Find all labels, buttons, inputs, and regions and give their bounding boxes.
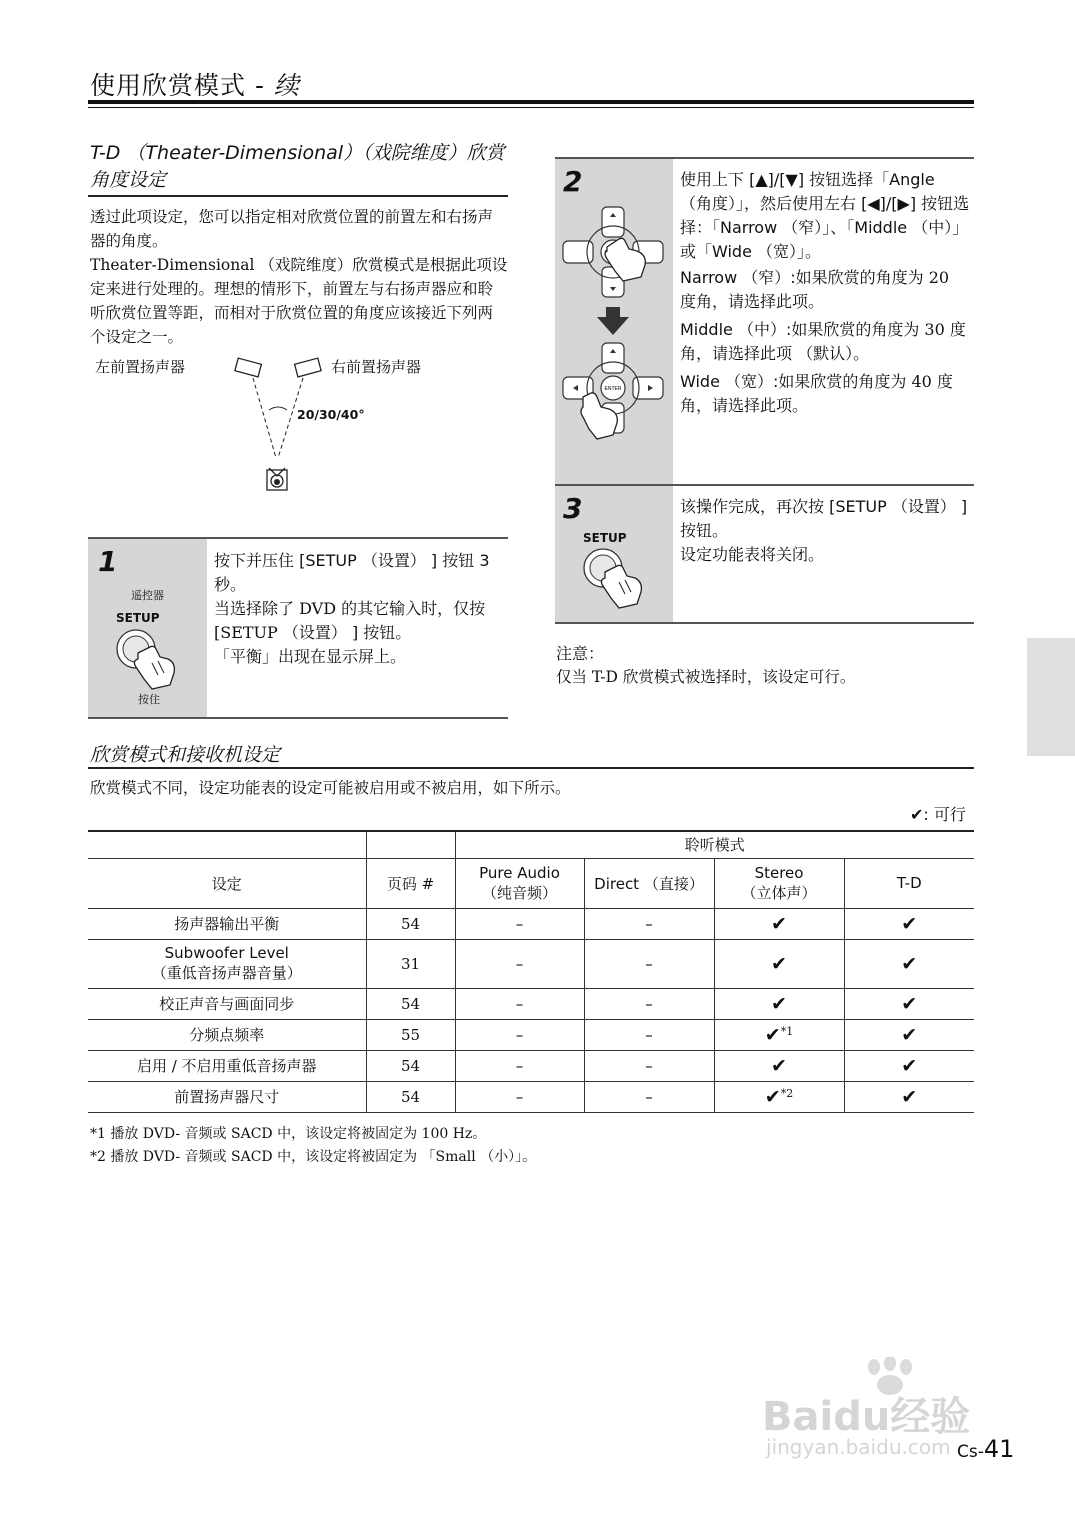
side-thumb-tab	[1027, 638, 1075, 756]
table-row	[88, 908, 974, 939]
cell-stereo	[714, 908, 844, 939]
table-row	[88, 1019, 974, 1050]
table-group-header-row	[88, 831, 974, 858]
col-setting-header: 设定	[88, 858, 366, 908]
table-row	[88, 1050, 974, 1081]
td-paragraph-2: Theater-Dimensional （戏院维度）欣赏模式是根据此项设定来进行处理的。理想的情形下，前置左与右扬声器应和聆听欣赏位置等距，而相对于欣赏位置的角度应该接近下列两个设定之一。	[90, 256, 508, 346]
step1-line1: 按下并压住 [SETUP （设置） ] 按钮 3 秒。	[214, 551, 490, 594]
cell-stereo	[714, 1081, 844, 1112]
cell-setting: Subwoofer Level （重低音扬声器音量）	[88, 939, 366, 988]
td-paragraph-1: 透过此项设定，您可以指定相对欣赏位置的前置左和右扬声器的角度。	[90, 208, 494, 250]
dpad-lower	[563, 343, 663, 439]
cell-pure-audio: –	[455, 939, 584, 988]
cell-setting: 前置扬声器尺寸	[88, 1081, 366, 1112]
step1-remote-label: 遥控器	[131, 589, 164, 602]
watermark-url: jingyan.baidu.com	[766, 1435, 951, 1459]
cell-page: 54	[366, 988, 455, 1019]
table-row	[88, 988, 974, 1019]
step3-line2: 设定功能表将关闭。	[680, 545, 825, 564]
note-title: 注意：	[556, 644, 605, 663]
cell-pure-audio: –	[455, 988, 584, 1019]
step2-image-panel	[555, 159, 673, 484]
step2-wide-desc: 如果欣赏的角度为 40 度角，请选择此项。	[680, 372, 953, 415]
cell-pure-audio: –	[455, 1019, 584, 1050]
cell-stereo	[714, 939, 844, 988]
step2-middle-term: Middle （中）:	[680, 320, 792, 339]
cell-direct: –	[584, 1050, 714, 1081]
check-icon: ✔	[901, 992, 918, 1015]
step2-line1: 使用上下 [▲]/[▼] 按钮选择「Angle （角度）」，然后使用左右 [◀]/[▶] 按钮选择：「Narrow （窄）」、「Middle （中）」或「Wide （宽）」。	[680, 170, 970, 261]
cell-direct: –	[584, 908, 714, 939]
check-icon: ✔	[771, 1054, 787, 1077]
cell-pure-audio: –	[455, 1050, 584, 1081]
cell-pure-audio: –	[455, 1081, 584, 1112]
table-row	[88, 939, 974, 988]
check-icon: ✔	[901, 952, 918, 975]
cell-pure-audio: –	[455, 908, 584, 939]
left-speaker-label: 左前置扬声器	[95, 358, 186, 376]
angle-label: 20/30/40°	[297, 407, 365, 422]
col-direct-header: Direct （直接）	[584, 858, 714, 908]
check-icon: ✔	[901, 1054, 918, 1077]
cell-td	[844, 1050, 974, 1081]
check-icon: ✔	[901, 1085, 918, 1108]
cell-direct: –	[584, 1081, 714, 1112]
cell-td	[844, 1081, 974, 1112]
watermark-brand: Baidu经验	[762, 1394, 971, 1440]
step1-line2: 当选择除了 DVD 的其它输入时，仅按 [SETUP （设置） ] 按钮。	[214, 599, 486, 642]
speaker-diagram-graphic	[88, 350, 508, 500]
table-header-row	[88, 858, 974, 908]
check-icon: ✔	[771, 992, 787, 1015]
table-row	[88, 1081, 974, 1112]
cell-page: 55	[366, 1019, 455, 1050]
cell-setting: 校正声音与画面同步	[88, 988, 366, 1019]
pressing-hand-icon	[134, 646, 174, 689]
check-icon: ✔	[901, 1023, 918, 1046]
mode-section-desc: 欣赏模式不同，设定功能表的设定可能被启用或不被启用，如下所示。	[90, 779, 571, 797]
step3-bottom-rule	[555, 622, 974, 624]
cell-setting: 分频点频率	[88, 1019, 366, 1050]
cell-setting: 启用 / 不启用重低音扬声器	[88, 1050, 366, 1081]
td-section-body	[90, 205, 508, 349]
dpad-upper	[563, 207, 663, 297]
right-speaker-icon	[295, 358, 322, 377]
mode-section-rule	[88, 767, 974, 769]
cell-page: 54	[366, 1050, 455, 1081]
down-arrow-icon	[597, 307, 629, 335]
step1-press-label: 按住	[138, 693, 160, 706]
step1-setup-label: SETUP	[116, 611, 160, 625]
check-icon: ✔	[764, 1023, 781, 1046]
step1-bottom-rule	[88, 717, 508, 719]
footnote-1: *1 播放 DVD- 音频或 SACD 中，该设定将被固定为 100 Hz。	[90, 1126, 487, 1142]
right-speaker-label: 右前置扬声器	[331, 358, 422, 376]
note-text: 仅当 T-D 欣赏模式被选择时，该设定可行。	[556, 668, 856, 686]
cell-stereo	[714, 1050, 844, 1081]
step3-image-panel	[555, 486, 673, 622]
pressing-hand-icon-step3	[601, 565, 641, 608]
step1-image-panel	[88, 539, 207, 717]
step3-text	[680, 495, 970, 567]
col-page-header: 页码 #	[366, 858, 455, 908]
cell-td	[844, 1019, 974, 1050]
step2-text	[680, 168, 970, 418]
stereo-footnote-ref: *1	[780, 1024, 794, 1038]
footnote-2: *2 播放 DVD- 音频或 SACD 中，该设定将被固定为 「Small （小）」。	[90, 1149, 537, 1165]
cell-td	[844, 988, 974, 1019]
left-speaker-icon	[235, 358, 262, 377]
step2-wide-term: Wide （宽）:	[680, 372, 779, 391]
step1-text	[214, 549, 504, 669]
td-section-title: T-D （Theater-Dimensional）（戏院维度）欣赏角度设定	[90, 142, 505, 191]
col-td-header: T-D	[844, 858, 974, 908]
cell-page: 54	[366, 1081, 455, 1112]
setup-button-icon-step3	[575, 546, 655, 616]
enter-label-lower: ENTER	[604, 386, 622, 392]
step2-remote-graphic	[561, 203, 671, 483]
step2-middle-desc: 如果欣赏的角度为 30 度角，请选择此项 （默认）。	[680, 320, 966, 363]
cell-direct: –	[584, 939, 714, 988]
step1-number: 1	[98, 545, 118, 578]
header-rule	[88, 100, 974, 104]
step3-number: 3	[563, 492, 583, 525]
page-number: Cs-41	[957, 1435, 1015, 1463]
mode-settings-table	[88, 830, 974, 1113]
cell-stereo	[714, 1019, 844, 1050]
check-icon: ✔	[764, 1085, 781, 1108]
mode-section-title: 欣赏模式和接收机设定	[90, 744, 281, 766]
cell-td	[844, 908, 974, 939]
col-stereo-header: Stereo （立体声）	[714, 858, 844, 908]
col-pure-audio-header: Pure Audio （纯音频）	[455, 858, 584, 908]
td-section-rule	[88, 195, 508, 197]
speaker-angle-diagram	[88, 350, 508, 500]
step2-narrow-desc: 如果欣赏的角度为 20 度角，请选择此项。	[680, 268, 950, 311]
cell-direct: –	[584, 1019, 714, 1050]
step3-line1: 该操作完成，再次按 [SETUP （设置） ] 按钮。	[680, 497, 968, 540]
check-icon: ✔	[901, 912, 918, 935]
cell-page: 31	[366, 939, 455, 988]
cell-page: 54	[366, 908, 455, 939]
stereo-footnote-ref: *2	[780, 1086, 794, 1100]
step1-line3: 「平衡」出现在显示屏上。	[214, 647, 407, 666]
check-icon: ✔	[771, 952, 787, 975]
page-header-title: 使用欣赏模式 - 续	[90, 71, 300, 100]
cell-setting: 扬声器输出平衡	[88, 908, 366, 939]
listener-icon	[267, 468, 287, 490]
listening-mode-header: 聆听模式	[455, 831, 974, 858]
cell-stereo	[714, 988, 844, 1019]
cell-direct: –	[584, 988, 714, 1019]
setup-button-icon	[108, 627, 188, 697]
check-icon: ✔	[771, 912, 787, 935]
step2-narrow-term: Narrow （窄）:	[680, 268, 796, 287]
step3-setup-label: SETUP	[583, 531, 627, 545]
step2-number: 2	[563, 165, 583, 198]
header-rule-thin	[88, 107, 974, 108]
check-legend: ✔: 可行	[910, 805, 966, 824]
cell-td	[844, 939, 974, 988]
